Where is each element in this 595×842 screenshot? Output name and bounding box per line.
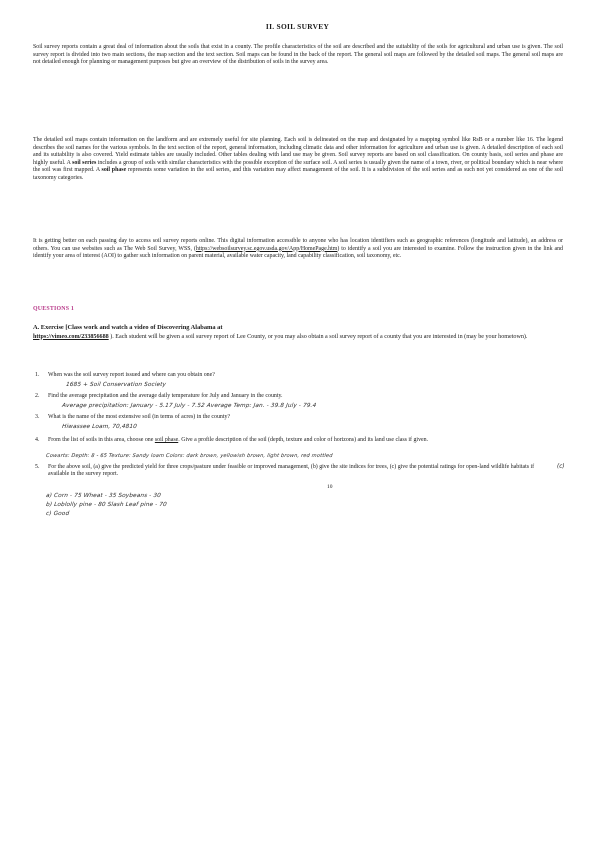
question-text — [48, 437, 553, 444]
exercise-title: A. Exercise [Class work and watch a video of Discovering Alabama at — [33, 324, 223, 331]
intro-paragraph: Soil survey reports contain a great deal of information about the soils that exist in a county. The profile characteristics of the soil are described and the suitability of the soils for agricultural and urban use is given. The soil survey report is divided into two main sections, the map section and the text section. Soil maps can be found in the back of the report. The general soil maps are followed by the detailed soil maps. The general soil maps are not detailed enough for planning or management purposes but give an overview of the distribution of soils in the survey area. — [33, 44, 563, 66]
page-number: 10 — [327, 484, 333, 490]
question-text: When was the soil survey report issued and where can you obtain one? — [48, 372, 215, 378]
question-4 — [35, 437, 555, 444]
vimeo-link[interactable]: https://vimeo.com/233856688 — [33, 333, 109, 340]
handwritten-answer-5a: a) Corn - 75 Wheat - 35 Soybeans - 30 — [45, 493, 162, 499]
page-title: II. SOIL SURVEY — [265, 22, 330, 31]
exercise-text: ). Each student will be given a soil survey report of Lee County, or you may also obtain a soil survey report of a county that you are interested in (may be your hometown). — [108, 333, 528, 340]
question-text-part: From the list of soils in this area, choose one — [48, 437, 155, 443]
online-access-paragraph — [33, 238, 563, 261]
question-text: What is the name of the most extensive soil (in terms of acres) in the county? — [48, 414, 231, 420]
paragraph-text: includes a group of soils with similar characteristics with the possible exception of the surface soil. A soil series is usually given the name of a town, river, or political boundary which is near where the soil was first mapped. A — [33, 159, 563, 174]
handwritten-answer-2: Average precipitation: January - 5.17 July - 7.52 Average Temp: Jan. - 39.8 July - 79.4 — [61, 403, 317, 409]
paragraph-text: The detailed soil maps contain information on the landform and are extremely useful for site planning. Each soil is delineated on the map and designated by a mapping symbol like RsB or a number like 16. The legend describes the soil names for the various symbols. In the text section of the report, general information, including climatic data and other information for agriculture and urban use is given. A detailed description of each soil and its suitability is also covered. Yield estimate tables are usually included. Other tables dealing with land use may be given. Soil survey reports are based on soil classification. On county basis, soil series and phase are highly useful. A — [33, 137, 563, 166]
soil-series-term: soil series — [72, 159, 97, 166]
question-number: 4. — [35, 437, 40, 443]
exercise-block — [33, 324, 563, 341]
question-5 — [35, 464, 555, 479]
handwritten-margin-note: (c) — [557, 464, 565, 470]
question-number: 2. — [35, 393, 40, 399]
question-number: 1. — [35, 372, 40, 378]
question-text: Find the average precipitation and the average daily temperature for July and January in the county. — [48, 393, 283, 399]
question-3 — [35, 414, 555, 421]
question-text: For the above soil, (a) give the predicted yield for three crops/pasture under feasible or improved management, (b) give the site indices for trees, (c) give the potential ratings for open-land wildlife habitats if available in the survey report. — [48, 464, 535, 478]
soil-phase-underlined: soil phase — [154, 437, 179, 443]
handwritten-answer-1: 1685 + Soil Conservation Society — [65, 382, 167, 388]
handwritten-answer-4: Cowarts: Depth: 8 - 65 Texture: Sandy loam Colors: dark brown, yellowish brown, light brown, red mottled — [45, 453, 333, 459]
paragraph-text: ) to identify a soil you are interested to examine. Follow the instruction given in the link and identify your area of interest (AOI) to gather such information on parent material, available water capacity, land capability classification, soil taxonomy, etc. — [33, 245, 563, 260]
soil-phase-term: soil phase — [101, 167, 127, 174]
paragraph-text: represents some variation in the soil series, and this variation may affect management of the soil. It is a subdivision of the soil series and as such not yet considered as one of the soil taxonomy categories. — [33, 167, 564, 181]
question-number: 5. — [35, 464, 40, 470]
handwritten-answer-5b: b) Loblolly pine - 80 Slash Leaf pine - 70 — [45, 502, 168, 508]
paragraph-text: It is getting better on each passing day to access soil survey reports online. This digital information accessible to anyone who has location identifiers such as geographic references (longitude and latitude), an address or others. You can use websites such as The Web Soil Survey, WSS, ( — [33, 238, 563, 252]
questions-heading: QUESTIONS 1 — [33, 306, 74, 312]
question-2 — [35, 393, 555, 400]
question-number: 3. — [35, 414, 40, 420]
web-soil-survey-link[interactable]: https://websoilsurvey.sc.egov.usda.gov/App/HomePage.htm — [195, 245, 338, 252]
soil-maps-paragraph — [33, 137, 563, 183]
question-text-part: . Give a profile description of the soil (depth, texture and color of horizons) and its land use class if given. — [178, 437, 429, 443]
handwritten-answer-5c: c) Good — [45, 511, 70, 517]
handwritten-answer-3: Hiwassee Loam, 70,4810 — [61, 424, 138, 430]
question-1 — [35, 372, 555, 379]
